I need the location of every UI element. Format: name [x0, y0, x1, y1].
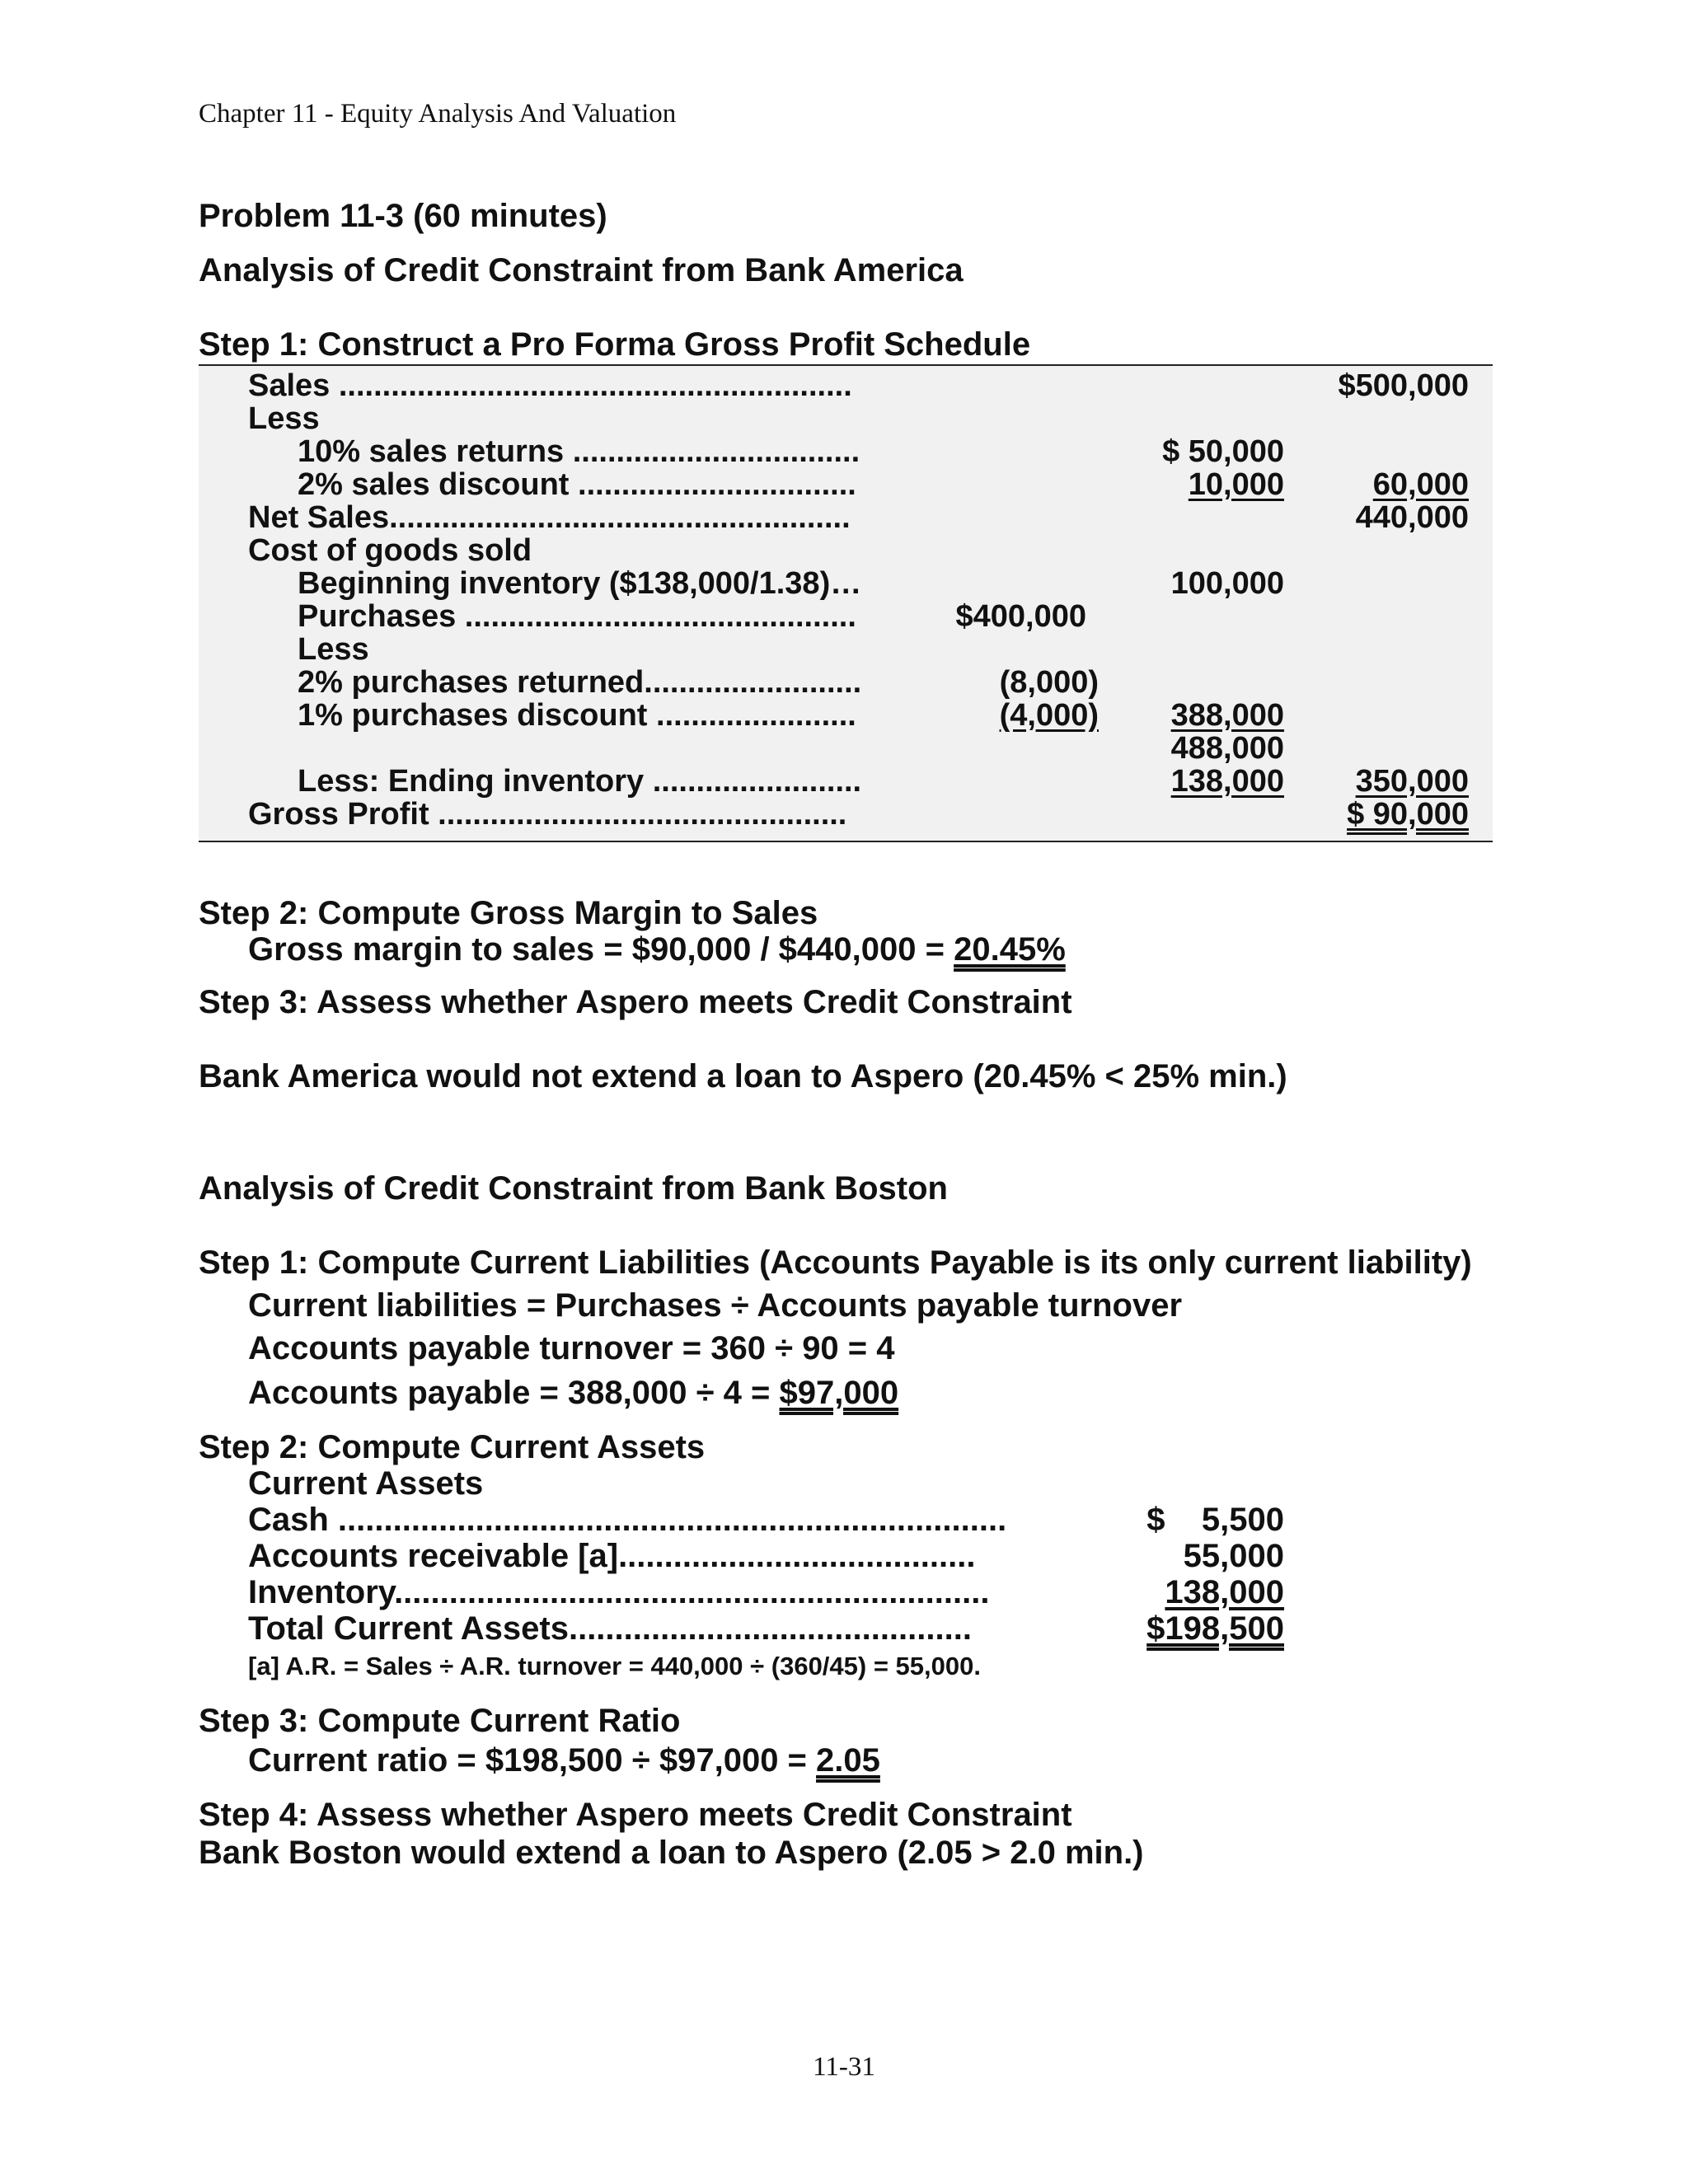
- schedule-bottom-rule: [199, 841, 1493, 842]
- total-current-assets-label: Total Current Assets............................................: [248, 1610, 972, 1647]
- bank-boston-conclusion: Bank Boston would extend a loan to Aspero (2.05 > 2.0 min.): [199, 1835, 1144, 1871]
- ar-footnote: [a] A.R. = Sales ÷ A.R. turnover = 440,000 ÷ (360/45) = 55,000.: [248, 1652, 981, 1680]
- purchases-returned-value: (8,000): [999, 665, 1099, 700]
- net-sales-label: Net Sales.....................................................: [248, 500, 851, 535]
- bank-america-conclusion: Bank America would not extend a loan to Aspero (20.45% < 25% min.): [199, 1058, 1287, 1094]
- accounts-receivable-value: 55,000: [1183, 1538, 1284, 1574]
- cash-value: $ 5,500: [1146, 1502, 1284, 1538]
- step2-heading: Step 2: Compute Gross Margin to Sales: [199, 895, 818, 931]
- boston-step2-heading: Step 2: Compute Current Assets: [199, 1429, 706, 1465]
- sales-discount-label: 2% sales discount ................................: [298, 467, 856, 502]
- current-ratio-text: Current ratio = $198,500 ÷ $97,000 =: [248, 1742, 817, 1779]
- sales-returns-value: $ 50,000: [1162, 434, 1284, 469]
- ending-inventory-label: Less: Ending inventory ........................: [298, 764, 862, 799]
- purchases-discount-label: 1% purchases discount .......................: [298, 698, 856, 733]
- beginning-inventory-label: Beginning inventory ($138,000/1.38)…: [298, 566, 862, 601]
- gross-margin-line: [248, 931, 1066, 968]
- chapter-header: Chapter 11 - Equity Analysis And Valuation: [199, 99, 677, 129]
- boston-step1-heading: Step 1: Compute Current Liabilities (Accounts Payable is its only current liability): [199, 1244, 1472, 1281]
- total-current-assets-value: $198,500: [1146, 1610, 1284, 1647]
- ap-turnover-line: Accounts payable turnover = 360 ÷ 90 = 4: [248, 1330, 895, 1366]
- current-assets-heading: Current Assets: [248, 1465, 484, 1502]
- gross-margin-value: 20.45%: [954, 931, 1066, 968]
- step1-heading: Step 1: Construct a Pro Forma Gross Profit Schedule: [199, 326, 1031, 363]
- less-purchases-label: Less: [298, 632, 369, 667]
- sales-label: Sales ...........................................................: [248, 368, 852, 403]
- purchases-returned-label: 2% purchases returned.........................: [298, 665, 862, 700]
- cash-label: Cash .........................................................................: [248, 1502, 1007, 1538]
- cogs-total-value: 350,000: [1355, 764, 1469, 799]
- beginning-inventory-value: 100,000: [1170, 566, 1284, 601]
- sales-discount-value: 10,000: [1188, 467, 1284, 502]
- purchases-discount-value: (4,000): [999, 698, 1099, 733]
- current-ratio-line: [248, 1742, 880, 1779]
- inventory-value: 138,000: [1165, 1574, 1284, 1610]
- purchases-label: Purchases .............................................: [298, 599, 856, 634]
- page-number: 11-31: [813, 2052, 875, 2082]
- inventory-label: Inventory.................................................................: [248, 1574, 990, 1610]
- sales-returns-label: 10% sales returns .................................: [298, 434, 860, 469]
- sales-value: $500,000: [1338, 368, 1469, 403]
- current-liabilities-formula: Current liabilities = Purchases ÷ Accounts payable turnover: [248, 1287, 1183, 1324]
- problem-title: Problem 11-3 (60 minutes): [199, 198, 607, 234]
- less-label: Less: [248, 401, 320, 436]
- gross-margin-text: Gross margin to sales = $90,000 / $440,000 =: [248, 931, 954, 968]
- current-ratio-value: 2.05: [816, 1742, 880, 1779]
- accounts-payable-line: [248, 1375, 898, 1412]
- cogs-label: Cost of goods sold: [248, 533, 532, 568]
- ending-inventory-value: 138,000: [1170, 764, 1284, 799]
- bank-boston-heading: Analysis of Credit Constraint from Bank Boston: [199, 1170, 948, 1207]
- gross-profit-label: Gross Profit ...............................................: [248, 797, 847, 832]
- purchases-value: $400,000: [955, 599, 1086, 634]
- accounts-payable-value: $97,000: [779, 1375, 899, 1411]
- accounts-payable-text: Accounts payable = 388,000 ÷ 4 =: [248, 1375, 780, 1411]
- step3-heading: Step 3: Assess whether Aspero meets Credit Constraint: [199, 984, 1072, 1020]
- goods-available-value: 488,000: [1170, 731, 1284, 766]
- sales-deductions-total: 60,000: [1372, 467, 1469, 502]
- net-purchases-value: 388,000: [1170, 698, 1284, 733]
- boston-step3-heading: Step 3: Compute Current Ratio: [199, 1703, 681, 1739]
- schedule-top-rule: [199, 364, 1493, 366]
- boston-step4-heading: Step 4: Assess whether Aspero meets Credit Constraint: [199, 1797, 1072, 1833]
- accounts-receivable-label: Accounts receivable [a].......................................: [248, 1538, 976, 1574]
- net-sales-value: 440,000: [1355, 500, 1469, 535]
- gross-profit-value: $ 90,000: [1347, 797, 1469, 832]
- bank-america-heading: Analysis of Credit Constraint from Bank America: [199, 252, 964, 288]
